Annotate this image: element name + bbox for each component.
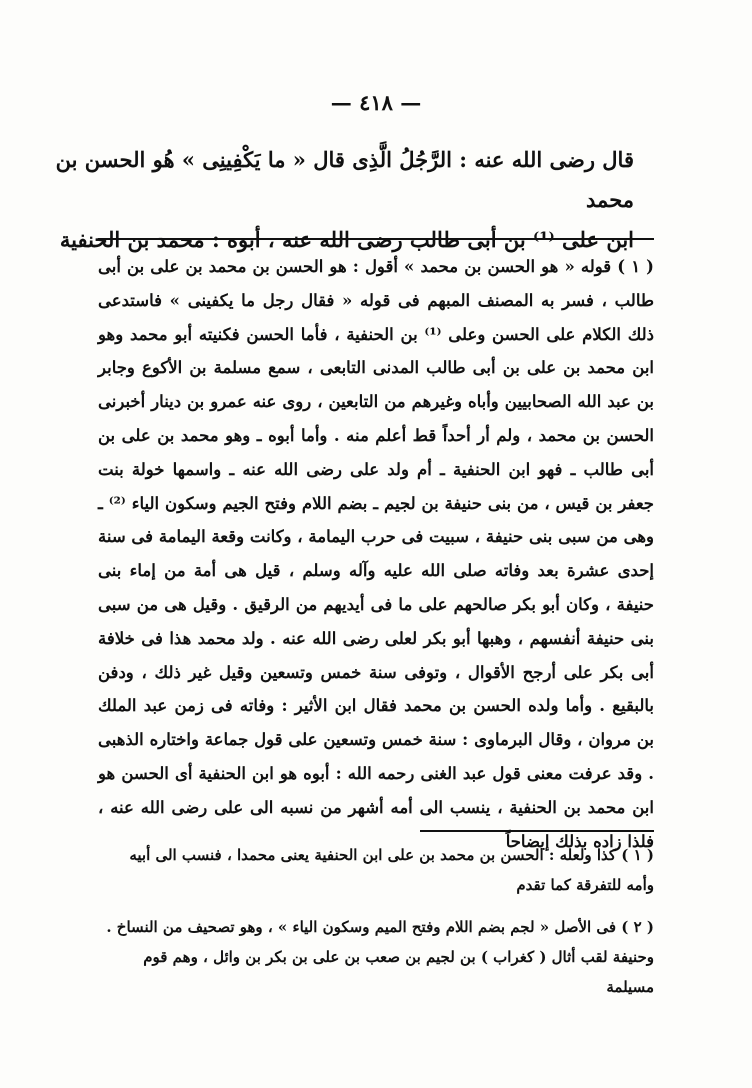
commentary-divider <box>98 238 654 240</box>
footnote-1: ( ١ ) كذا ولعله : الحسن بن محمد بن على ابن الحنفية يعنى محمدا ، فنسب الى أبيه وأمه للتفرقة كما تقدم <box>129 846 654 894</box>
commentary-note-1: ( ١ ) قوله « هو الحسن بن محمد » أقول : هو الحسن بن محمد بن على بن أبى طالب ، فسر به المصنف المبهم فى قوله « فقال رجل ما يكفينى » فاستدعى ذلك الكلام على الحسن وعلى ⁽¹⁾ بن الحنفية ، فأما الحسن فكنيته أبو محمد وهو ابن محمد بن على بن أبى طالب المدنى التابعى ، سمع مسلمة بن الأكوع وجابر بن عبد الله الصحابيين وأباه وغيرهم من التابعين ، روى عنه عمرو بن دينار أخبرنى الحسن بن محمد ، ولم أر أحداً قط أعلم منه . وأما أبوه ـ وهو محمد بن على بن أبى طالب ـ فهو ابن الحنفية ـ أم ولد على رضى الله عنه ـ واسمها خولة بنت جعفر بن قيس ، من بنى حنيفة بن لجيم ـ بضم اللام وفتح الجيم وسكون الياء ⁽²⁾ ـ وهى من سبى بنى حنيفة ، سبيت فى حرب اليمامة ، وكانت وقعة اليمامة فى سنة إحدى عشرة بعد وفاته صلى الله عليه وآله وسلم ، قيل هى أمة من إماء بنى حنيفة ، وكان أبو بكر صالحهم على ما فى أيديهم من الرقيق . وقيل هى من سبى بنى حنيفة أنفسهم ، وهبها أبو بكر لعلى رضى الله عنه . ولد محمد هذا فى خلافة أبى بكر على أرجح الأقوال ، وتوفى سنة خمس وتسعين وقيل غير ذلك ، ودفن بالبقيع . وأما ولده الحسن بن محمد فقال ابن الأثير : وفاته فى زمن عبد الملك بن مروان ، وقال البرماوى : سنة خمس وتسعين على قول جماعة واختاره الذهبى . وقد عرفت معنى قول عبد الغنى رحمه الله : أبوه هو ابن الحنفية أى الحسن هو ابن محمد بن الحنفية ، ينسب الى أمه أشهر من نسبه الى على رضى الله عنه ، فلذا زاده بذلك إيضاحاً <box>98 257 655 851</box>
footnote-2: ( ٢ ) فى الأصل « لجم بضم اللام وفتح الميم وسكون الياء » ، وهو تصحيف من النساخ . وحنيفة لقب أثال ( كغراب ) بن لجيم بن صعب بن على بن بكر بن وائل ، وهم قوم مسيلمة <box>106 918 654 996</box>
main-text-line-1: قال رضى الله عنه : الرَّجُلُ الَّذِى قال « ما يَكْفِينِى » هُو الحسن بن محمد <box>55 147 634 212</box>
footnote-divider <box>420 830 654 832</box>
main-text <box>52 140 634 260</box>
footnotes <box>98 840 654 1014</box>
page-number: — ٤١٨ — <box>330 90 422 115</box>
main-text-line-2: ابن على ⁽¹⁾ بن أبى طالب رضى الله عنه ، أبوه : محمد بن الحنفية <box>59 227 634 252</box>
